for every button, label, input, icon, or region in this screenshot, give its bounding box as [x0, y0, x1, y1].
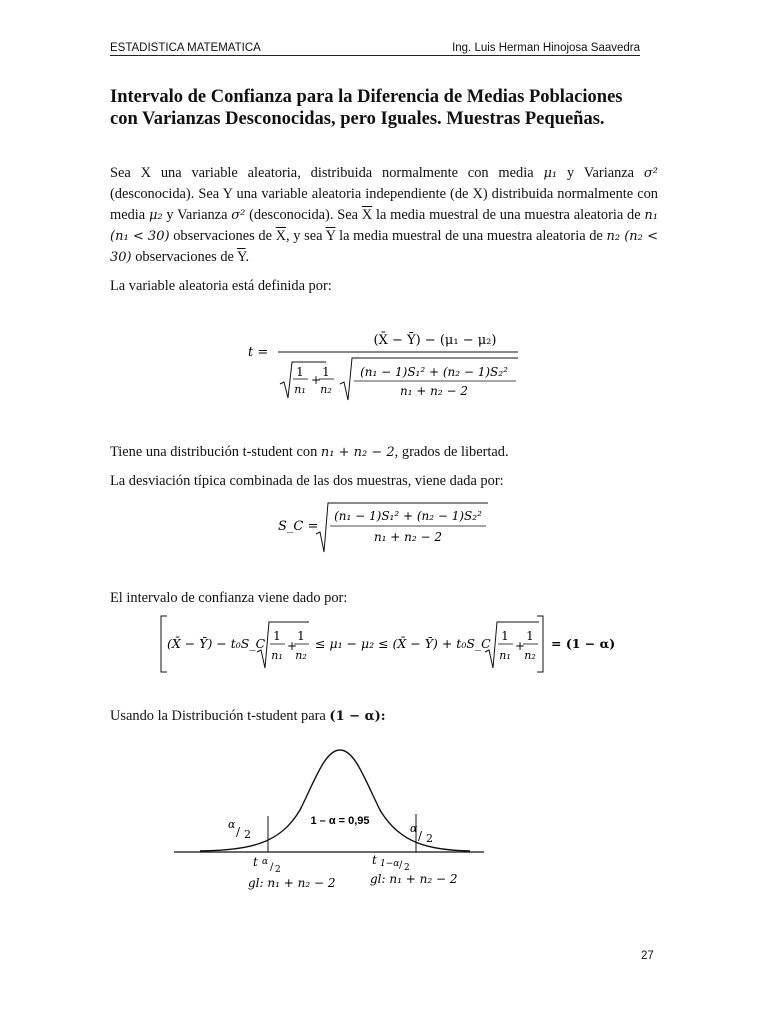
page-number: 27 — [641, 950, 654, 962]
svg-text:+: + — [287, 639, 298, 653]
deviation-text: La desviación típica combinada de las dos muestras, viene dada por: — [110, 473, 504, 489]
one-over-n2-num: 1 — [322, 365, 330, 379]
svg-text:n₂: n₂ — [524, 649, 536, 662]
pooled-sd-formula — [272, 498, 502, 558]
confidence-interval-formula — [155, 612, 625, 678]
right-t-sub: 1−α — [380, 859, 400, 869]
right-t: t — [372, 853, 377, 867]
svg-text:1: 1 — [297, 629, 305, 643]
left-gl: gl: n₁ + n₂ − 2 — [248, 876, 336, 890]
n1-denominator: n₁ — [294, 383, 306, 396]
pooled-denominator: n₁ + n₂ − 2 — [399, 384, 469, 398]
one-over-n1-num: 1 — [296, 365, 304, 379]
header-left: ESTADISTICA MATEMATICA — [110, 42, 261, 54]
t-distribution-diagram — [170, 740, 490, 900]
left-alpha: α — [228, 818, 236, 831]
svg-text:+: + — [515, 639, 526, 653]
intro-paragraph: Sea X una variable aleatoria, distribuida normalmente con media μ₁ y Varianza σ² (desconocida). Sea Y una variable aleatoria independiente (de X) distribuida normalmente con media μ₂ y Varianza σ² (desconocida). Sea $\overline{X}$ la media muestral de una muestra aleatoria de n₁ (n₁ < 30) observaciones de $\overline{X}$, y sea $\overline{Y}$ la media muestral de una muestra aleatoria de n₂ (n₂ < 30) observaciones de $\overline{Y}$. — [110, 165, 659, 265]
svg-text:1: 1 — [501, 629, 509, 643]
defined-text: La variable aleatoria está definida por: — [110, 278, 332, 294]
t-numerator: (X̄ − Ȳ) − (μ₁ − μ₂) — [373, 333, 497, 348]
header-right: Ing. Luis Herman Hinojosa Saavedra — [452, 42, 640, 54]
page-header — [110, 42, 640, 56]
pooled-numerator: (n₁ − 1)S₁² + (n₂ − 1)S₂² — [360, 365, 508, 379]
svg-text:/: / — [399, 860, 403, 871]
n2-denominator: n₂ — [320, 383, 332, 396]
plus-sign: + — [311, 373, 322, 387]
svg-text:n₁: n₁ — [499, 649, 511, 662]
t-lhs: t = — [248, 345, 269, 360]
interval-text: El intervalo de confianza viene dado por: — [110, 590, 348, 606]
svg-text:n₂: n₂ — [295, 649, 307, 662]
interval-left-part: (X̄ − Ȳ) − t₀S_C — [167, 636, 266, 651]
svg-text:1: 1 — [526, 629, 534, 643]
svg-text:n₁: n₁ — [271, 649, 283, 662]
interval-middle: ≤ μ₁ − μ₂ ≤ (X̄ − Ȳ) + t₀S_C — [315, 636, 491, 651]
svg-text:/: / — [236, 825, 241, 839]
right-half: 2 — [426, 832, 433, 845]
right-alpha: α — [410, 822, 418, 835]
right-gl: gl: n₁ + n₂ − 2 — [370, 872, 458, 886]
sc-numerator: (n₁ − 1)S₁² + (n₂ − 1)S₂² — [334, 509, 482, 523]
svg-text:2: 2 — [404, 863, 410, 873]
student-text: Tiene una distribución t-student con n₁ + n₂ − 2, grados de libertad. — [110, 444, 509, 460]
svg-text:2: 2 — [275, 865, 281, 875]
left-t: t — [253, 855, 258, 869]
confidence-label: 1 – α = 0,95 — [310, 815, 370, 827]
sc-lhs: S_C = — [278, 519, 319, 534]
left-t-sub: α — [262, 857, 269, 867]
t-statistic-formula — [240, 326, 530, 406]
svg-text:/: / — [270, 862, 274, 873]
left-half: 2 — [244, 828, 251, 841]
usando-text: Usando la Distribución t-student para (1 − α): — [110, 708, 386, 724]
interval-right-part: = (1 − α) — [551, 636, 616, 651]
sc-denominator: n₁ + n₂ − 2 — [373, 530, 443, 544]
svg-text:1: 1 — [273, 629, 281, 643]
svg-text:/: / — [418, 829, 423, 843]
section-title: Intervalo de Confianza para la Diferencia de Medias Poblaciones con Varianzas Desconocidas, pero Iguales. Muestras Pequeñas. — [110, 87, 623, 129]
